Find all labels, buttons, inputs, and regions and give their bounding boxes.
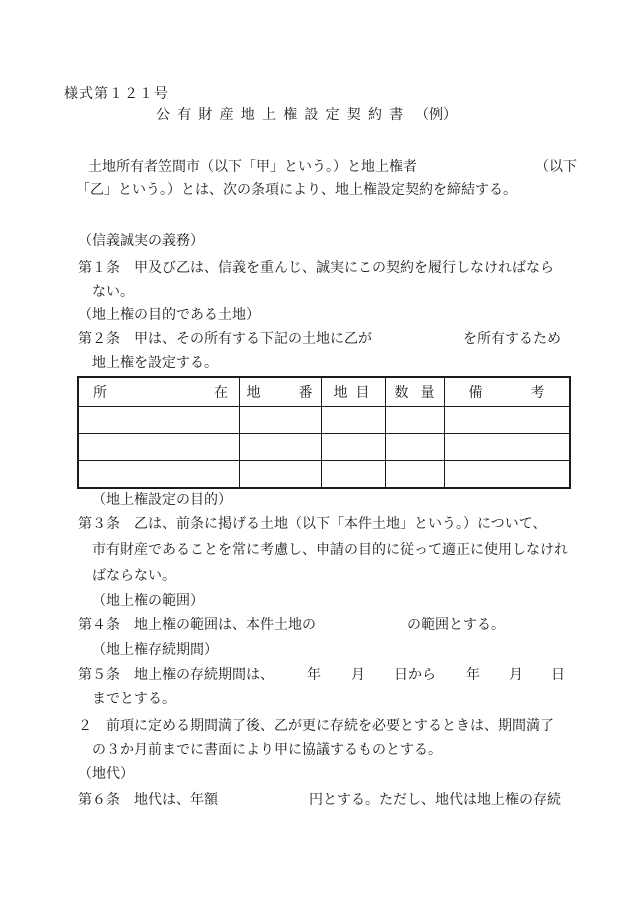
- article-6-text-line-1-end: 円とする。ただし、地代は地上権の存続: [309, 792, 561, 808]
- table-cell: [78, 434, 239, 461]
- form-number: 様式第１２１号: [64, 86, 169, 102]
- article-5-text-line-1: 第５条 地上権の存続期間は、: [78, 667, 274, 683]
- article-5-end-month-label: 月: [509, 667, 523, 683]
- intro-line-1: 土地所有者笠間市（以下「甲」という。）と地上権者: [88, 159, 417, 175]
- article-6-text-line-1: 第６条 地代は、年額: [78, 792, 218, 808]
- article-1-heading: （信義誠実の義務）: [78, 233, 204, 249]
- article-5-start-month-label: 月: [351, 667, 365, 683]
- table-cell: [321, 434, 385, 461]
- article-3-text-line-3: ばならない。: [92, 568, 176, 584]
- article-3-text-line-2: 市有財産であることを常に考慮し、申請の目的に従って適正に使用しなけれ: [92, 542, 568, 558]
- table-cell: [321, 461, 385, 489]
- article-1-text-line-2: ない。: [92, 284, 134, 300]
- table-cell: [444, 434, 570, 461]
- document-title-example-note: （例）: [415, 107, 457, 123]
- article-5-end-year-label: 年: [466, 667, 480, 683]
- article-3-text-line-1: 第３条 乙は、前条に掲げる土地（以下「本件土地」という。）について、: [78, 516, 547, 532]
- header-category-char-2: 目: [355, 385, 370, 401]
- table-cell: [78, 407, 239, 434]
- table-cell: [385, 434, 444, 461]
- header-location: [78, 377, 239, 407]
- article-2-text-line-2: 地上権を設定する。: [92, 355, 218, 371]
- table-cell: [385, 461, 444, 489]
- table-cell: [444, 461, 570, 489]
- article-4-text-line-1-end: の範囲とする。: [407, 617, 505, 633]
- article-5-start-year-label: 年: [307, 667, 321, 683]
- header-location-char-2: 在: [214, 385, 228, 401]
- header-quantity: [385, 377, 444, 407]
- article-5-heading: （地上権存続期間）: [92, 642, 218, 658]
- document-title: 公有財産地上権設定契約書: [156, 107, 411, 123]
- header-remarks: [444, 377, 570, 407]
- header-quantity-char-1: 数: [394, 385, 409, 401]
- article-6-heading: （地代）: [78, 766, 134, 782]
- article-5-start-day-label: 日から: [394, 667, 436, 683]
- article-1-text-line-1: 第１条 甲及び乙は、信義を重んじ、誠実にこの契約を履行しなければなら: [78, 260, 554, 276]
- article-2-text-line-1: 第２条 甲は、その所有する下記の土地に乙が: [78, 331, 372, 347]
- header-land-category: [321, 377, 385, 407]
- table-row: [78, 434, 570, 461]
- header-lot-number: [239, 377, 321, 407]
- header-lot-char-1: 地: [246, 385, 261, 401]
- table-cell: [444, 407, 570, 434]
- land-table: [77, 376, 571, 489]
- header-quantity-char-2: 量: [420, 385, 435, 401]
- article-5-end-day-label: 日: [551, 667, 565, 683]
- land-table-header-row: [78, 377, 570, 407]
- table-row: [78, 407, 570, 434]
- article-5-para-2-line-2: の３か月前までに書面により甲に協議するものとする。: [92, 742, 442, 758]
- article-3-heading: （地上権設定の目的）: [92, 492, 232, 508]
- intro-line-1-end: （以下: [535, 159, 577, 175]
- table-cell: [78, 461, 239, 489]
- table-row: [78, 461, 570, 489]
- header-category-char-1: 地: [333, 385, 348, 401]
- article-2-heading: （地上権の目的である土地）: [78, 307, 260, 323]
- table-cell: [321, 407, 385, 434]
- header-lot-char-2: 番: [298, 385, 313, 401]
- article-5-para-2-line-1: ２ 前項に定める期間満了後、乙が更に存続を必要とするときは、期間満了: [78, 718, 554, 734]
- header-location-char-1: 所: [93, 385, 107, 401]
- table-cell: [385, 407, 444, 434]
- article-5-text-line-2: までとする。: [92, 691, 176, 707]
- article-4-heading: （地上権の範囲）: [92, 593, 204, 609]
- intro-line-2: 「乙」という。）とは、次の条項により、地上権設定契約を締結する。: [76, 182, 517, 198]
- table-cell: [239, 461, 321, 489]
- table-cell: [239, 434, 321, 461]
- header-remarks-char-1: 備: [468, 385, 483, 401]
- header-remarks-char-2: 考: [530, 385, 545, 401]
- article-2-text-line-1-end: を所有するため: [463, 331, 561, 347]
- article-4-text-line-1: 第４条 地上権の範囲は、本件土地の: [78, 617, 316, 633]
- table-cell: [239, 407, 321, 434]
